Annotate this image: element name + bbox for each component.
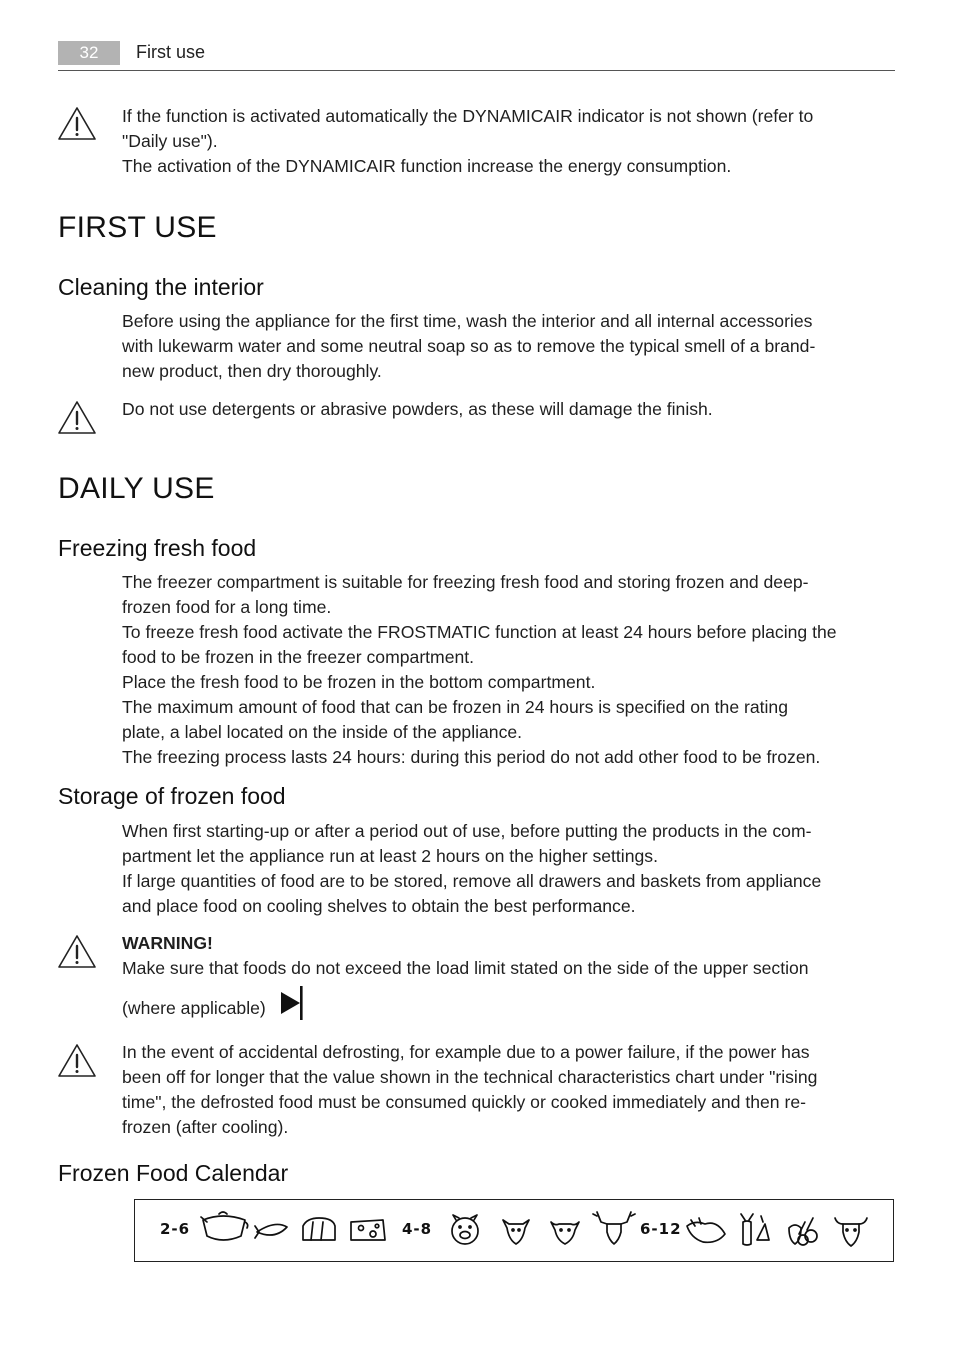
text-line: Do not use detergents or abrasive powders, as these will damage the finish. (122, 399, 713, 419)
text-line: The freezer compartment is suitable for freezing fresh food and storing frozen and deep- (122, 572, 809, 592)
range-label: 2-6 (160, 1220, 191, 1238)
first-use-title: FIRST USE (58, 211, 217, 244)
pig-icon (452, 1215, 478, 1244)
detergent-warning (122, 397, 894, 422)
text-line: Before using the appliance for the first time, wash the interior and all internal accessories (122, 311, 813, 331)
lamb-icon (551, 1222, 579, 1244)
deer-icon (593, 1212, 635, 1244)
text-line: with lukewarm water and some neutral soap so as to remove the typical smell of a brand- (122, 336, 816, 356)
soup-pot-icon (201, 1212, 248, 1240)
header-section-title: First use (136, 42, 206, 62)
dynamicair-note (122, 104, 894, 179)
text-line: new product, then dry thoroughly. (122, 361, 382, 381)
text-line: (where applicable) (122, 998, 266, 1018)
calf-icon (503, 1220, 529, 1244)
fruit-icon (789, 1218, 817, 1245)
page-number: 32 (58, 41, 120, 65)
text-line: In the event of accidental defrosting, for example due to a power failure, if the power has (122, 1042, 810, 1062)
range-label: 6-12 (640, 1220, 682, 1238)
text-line: plate, a label located on the inside of the appliance. (122, 722, 523, 742)
load-limit-symbol-icon (279, 985, 305, 1021)
daily-use-title: DAILY USE (58, 472, 215, 505)
text-line: If large quantities of food are to be stored, remove all drawers and baskets from appliance (122, 871, 822, 891)
load-limit-warning (122, 931, 894, 981)
text-line: The freezing process lasts 24 hours: during this period do not add other food to be frozen. (122, 747, 821, 767)
fish-icon (255, 1224, 287, 1238)
defrost-warning (122, 1040, 894, 1140)
warning-title: WARNING! (122, 933, 213, 953)
text-line: time", the defrosted food must be consumed quickly or cooked immediately and then re- (122, 1092, 806, 1112)
text-line: food to be frozen in the freezer compartment. (122, 647, 475, 667)
text-line: been off for longer that the value shown in the technical characteristics chart under "rising (122, 1067, 818, 1087)
cleaning-heading: Cleaning the interior (58, 274, 264, 300)
bread-icon (303, 1218, 335, 1240)
cow-icon (835, 1218, 867, 1246)
range-label: 4-8 (402, 1220, 433, 1238)
text-line: partment let the appliance run at least 2 hours on the higher settings. (122, 846, 658, 866)
storage-heading: Storage of frozen food (58, 783, 286, 809)
text-line: To freeze fresh food activate the FROSTMATIC function at least 24 hours before placing the (122, 622, 837, 642)
chicken-icon (687, 1218, 725, 1242)
text-line: frozen food for a long time. (122, 597, 332, 617)
cheese-icon (351, 1220, 385, 1240)
text-line: "Daily use"). (122, 131, 218, 151)
text-line: frozen (after cooling). (122, 1117, 289, 1137)
text-line: Place the fresh food to be frozen in the bottom compartment. (122, 672, 596, 692)
text-line: The maximum amount of food that can be frozen in 24 hours is specified on the rating (122, 697, 789, 717)
text-line: and place food on cooling shelves to obtain the best performance. (122, 896, 636, 916)
storage-text (122, 819, 894, 919)
warning-triangle-icon (57, 106, 97, 142)
calendar-heading: Frozen Food Calendar (58, 1160, 289, 1186)
load-limit-line (122, 996, 894, 1021)
warning-triangle-icon (57, 934, 97, 970)
freezing-text (122, 570, 894, 770)
warning-triangle-icon (57, 1043, 97, 1079)
vegetables-icon (741, 1214, 769, 1245)
header-divider (58, 70, 895, 71)
freezing-heading: Freezing fresh food (58, 535, 257, 561)
warning-triangle-icon (57, 400, 97, 436)
text-line: Make sure that foods do not exceed the load limit stated on the side of the upper section (122, 958, 809, 978)
cleaning-text (122, 309, 894, 384)
text-line: The activation of the DYNAMICAIR function increase the energy consumption. (122, 156, 732, 176)
text-line: When first starting-up or after a period out of use, before putting the products in the com- (122, 821, 812, 841)
frozen-food-calendar (134, 1199, 894, 1262)
text-line: If the function is activated automatically the DYNAMICAIR indicator is not shown (refer to (122, 106, 814, 126)
